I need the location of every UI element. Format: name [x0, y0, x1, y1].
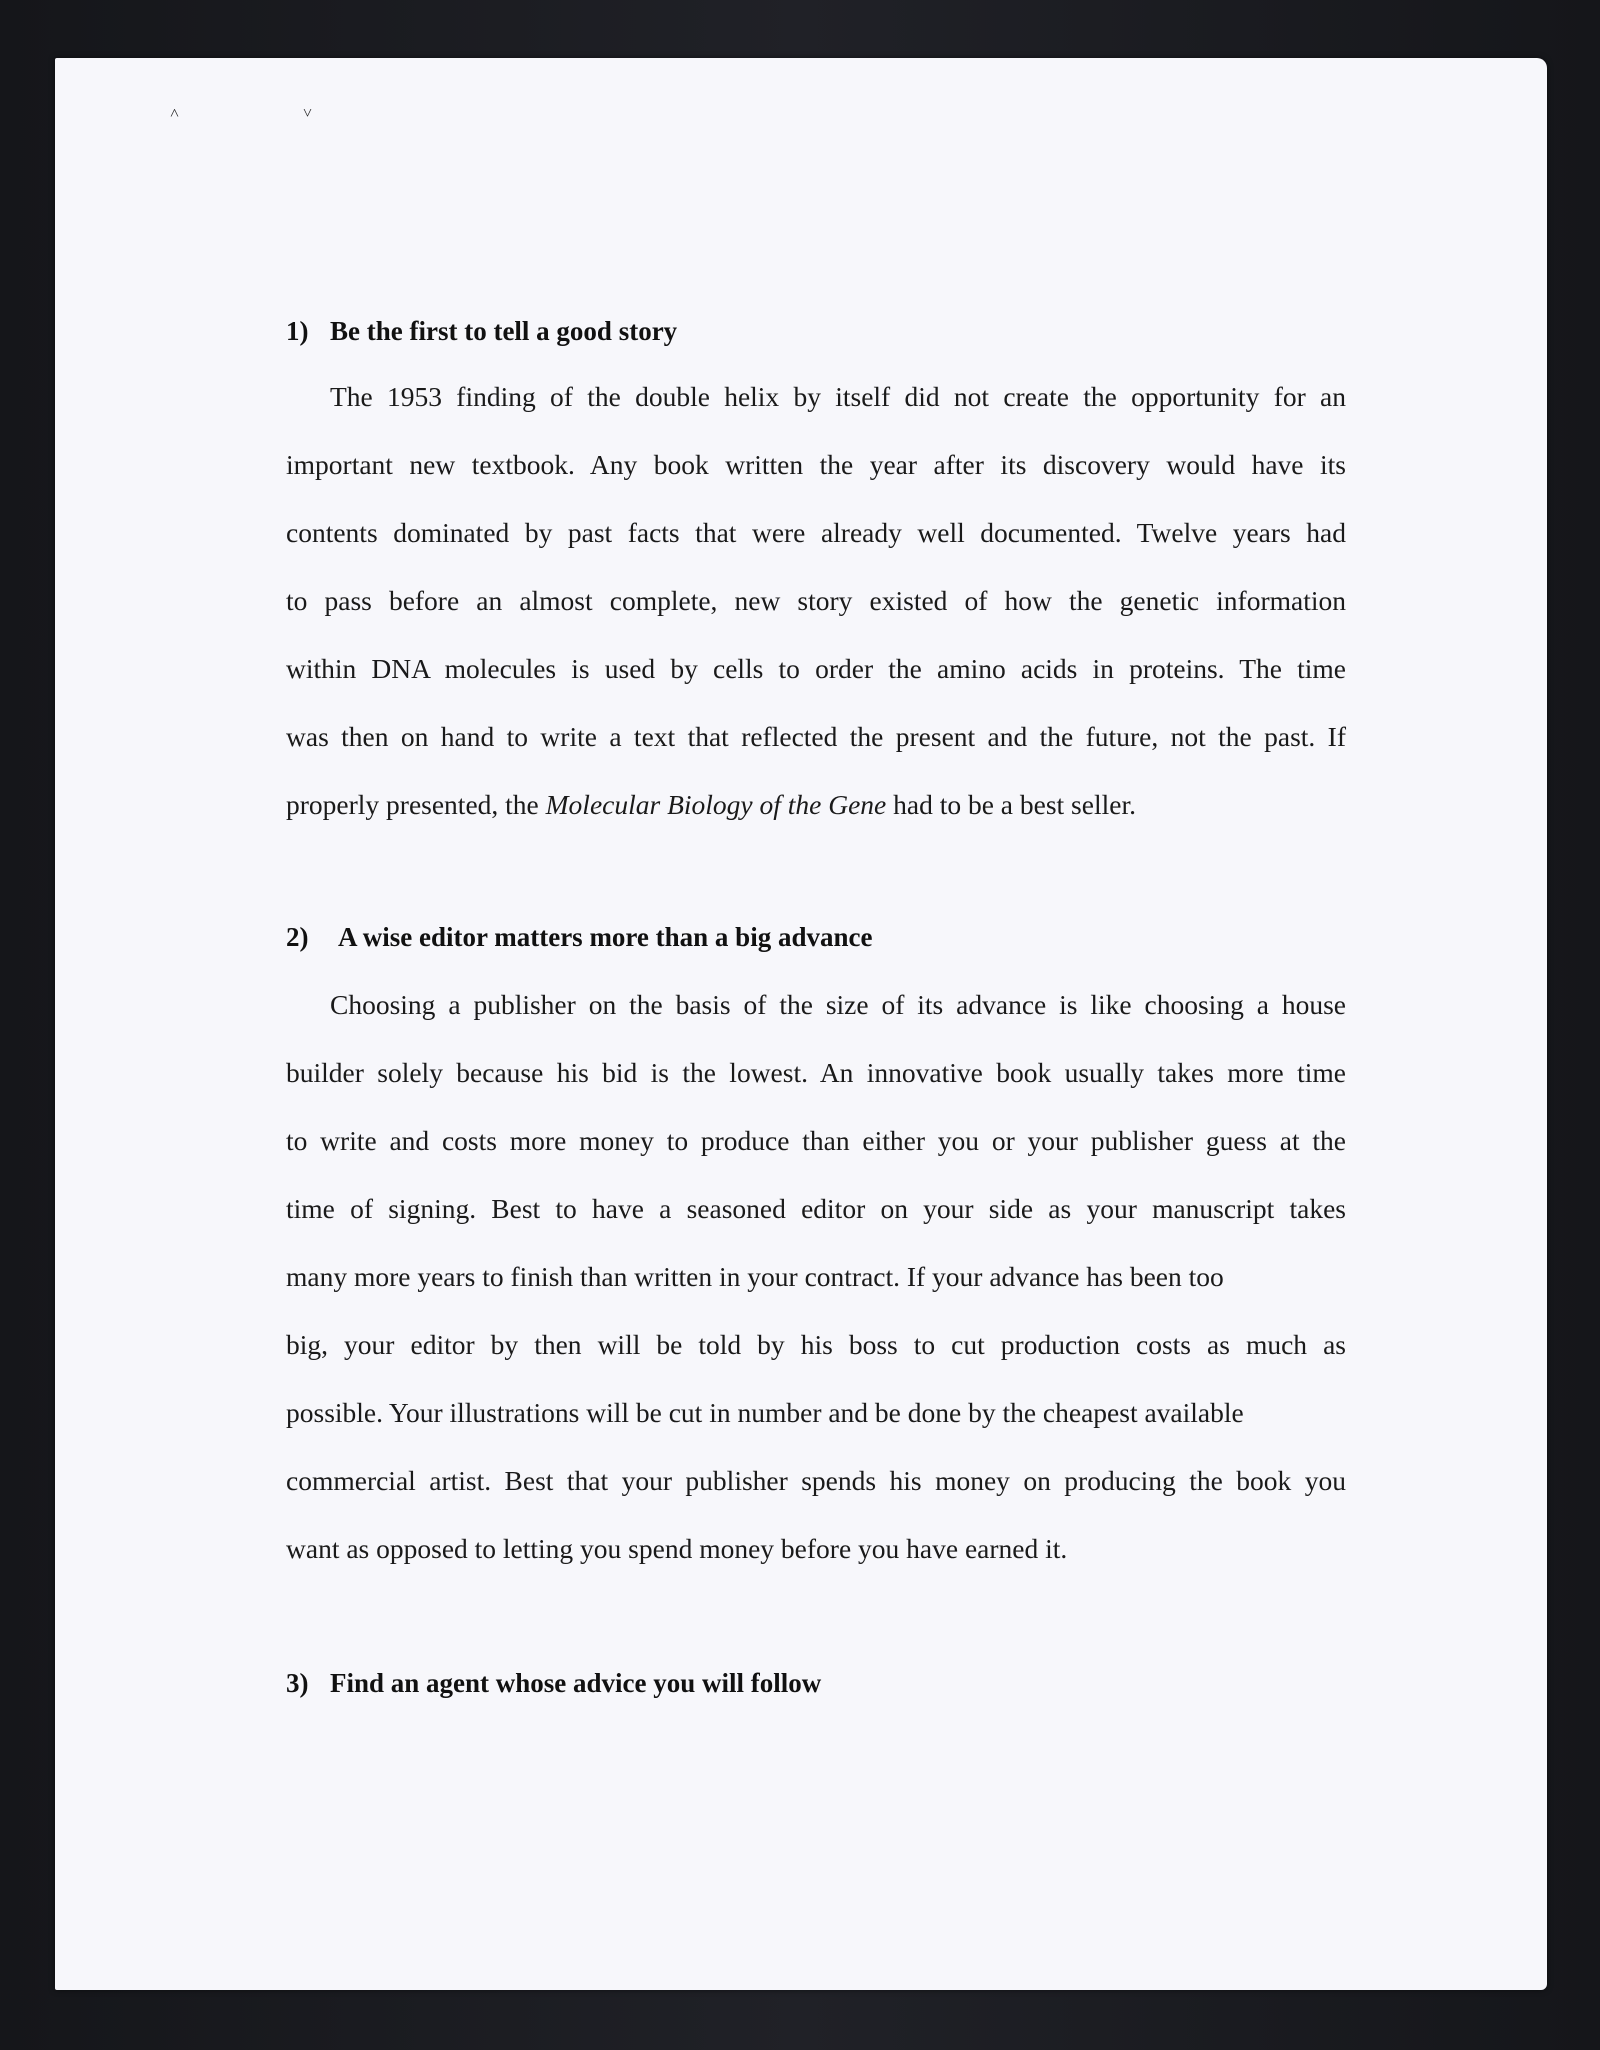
section-2-number: 2): [286, 922, 309, 952]
section-3-heading: [286, 1668, 821, 1699]
section-3-title: Find an agent whose advice you will follow: [330, 1668, 822, 1698]
paragraph-line: possible. Your illustrations will be cut in number and be done by the cheapest available: [286, 1397, 1244, 1428]
section-1-title: Be the first to tell a good story: [330, 316, 678, 346]
paragraph-line: was then on hand to write a text that reflected the present and the future, not the past. If: [286, 721, 1346, 752]
paragraph-last-line: [286, 771, 1346, 839]
paragraph-line: to write and costs more money to produce than either you or your publisher guess at the: [286, 1125, 1346, 1156]
paragraph-line: time of signing. Best to have a seasoned editor on your side as your manuscript takes: [286, 1193, 1346, 1224]
paragraph-line: want as opposed to letting you spend money before you have earned it.: [286, 1533, 1068, 1564]
section-1-paragraph: [286, 363, 1346, 839]
section-2-heading: [286, 922, 872, 953]
section-1-heading: [286, 316, 677, 347]
paragraph-line: commercial artist. Best that your publisher spends his money on producing the book you: [286, 1465, 1346, 1496]
section-2-paragraph: [286, 971, 1346, 1583]
text-run: had to be a best seller.: [886, 789, 1136, 820]
text-run: properly presented, the: [286, 789, 546, 820]
paragraph-line: many more years to finish than written in your contract. If your advance has been too: [286, 1261, 1224, 1292]
section-3-number: 3): [286, 1668, 309, 1698]
paragraph-line: Choosing a publisher on the basis of the size of its advance is like choosing a house: [330, 989, 1346, 1020]
paragraph-line: The 1953 finding of the double helix by itself did not create the opportunity for an: [330, 381, 1346, 412]
margin-marks: ˄ ˅: [170, 105, 373, 122]
paragraph-line: big, your editor by then will be told by his boss to cut production costs as much as: [286, 1329, 1346, 1360]
paragraph-line: contents dominated by past facts that were already well documented. Twelve years had: [286, 517, 1346, 548]
section-2-title: A wise editor matters more than a big advance: [338, 922, 873, 952]
paragraph-line: important new textbook. Any book written the year after its discovery would have its: [286, 449, 1346, 480]
book-title: Molecular Biology of the Gene: [545, 789, 887, 820]
paragraph-line: builder solely because his bid is the lowest. An innovative book usually takes more time: [286, 1057, 1346, 1088]
paragraph-line: to pass before an almost complete, new story existed of how the genetic information: [286, 585, 1346, 616]
paragraph-line: within DNA molecules is used by cells to order the amino acids in proteins. The time: [286, 653, 1346, 684]
section-1-number: 1): [286, 316, 309, 346]
